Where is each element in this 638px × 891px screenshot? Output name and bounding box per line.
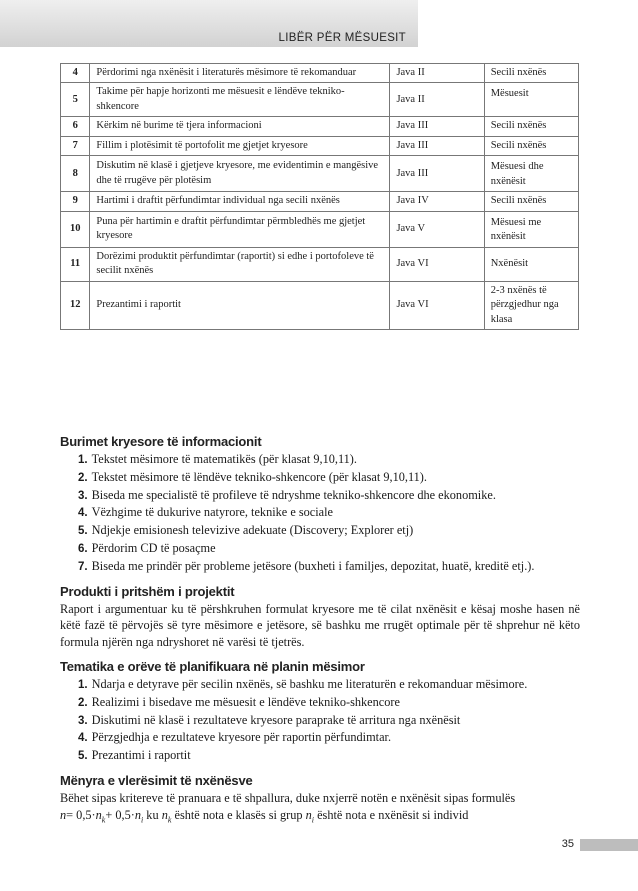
week-cell: Java VI <box>390 281 484 329</box>
week-cell: Java II <box>390 83 484 117</box>
row-number: 8 <box>61 156 90 192</box>
activity-cell: Puna për hartimin e draftit përfundimtar përmbledhës me gjetjet kryesore <box>90 211 390 247</box>
row-number: 11 <box>61 247 90 281</box>
list-item: 4. Përzgjedhja e rezultateve kryesore për raportin përfundimtar. <box>78 730 392 745</box>
responsible-cell: Nxënësit <box>484 247 578 281</box>
table-row <box>61 247 579 281</box>
row-number: 9 <box>61 192 90 211</box>
week-cell: Java III <box>390 136 484 155</box>
activity-cell: Kërkim në burime të tjera informacioni <box>90 117 390 136</box>
activity-cell: Hartimi i draftit përfundimtar individual nga secili nxënës <box>90 192 390 211</box>
row-number: 6 <box>61 117 90 136</box>
table-row <box>61 64 579 83</box>
activity-cell: Takime për hapje horizonti me mësuesit e lëndëve tekniko-shkencore <box>90 83 390 117</box>
responsible-cell: Mësuesit <box>484 83 578 117</box>
row-number: 10 <box>61 211 90 247</box>
page-content <box>60 432 580 829</box>
table-row <box>61 192 579 211</box>
evaluation-heading: Mënyra e vlerësimit të nxënësve <box>60 772 253 788</box>
table-row <box>61 83 579 117</box>
row-number: 5 <box>61 83 90 117</box>
table-row <box>61 117 579 136</box>
header-bar <box>0 0 418 47</box>
responsible-cell: Secili nxënës <box>484 117 578 136</box>
list-item: 3. Biseda me specialistë të profileve të ndryshme tekniko-shkencore dhe ekonomike. <box>78 487 496 502</box>
list-item: 4. Vëzhgime të dukurive natyrore, teknike e sociale <box>78 505 333 520</box>
table-row <box>61 281 579 329</box>
topics-list <box>60 676 580 765</box>
week-cell: Java VI <box>390 247 484 281</box>
sources-heading: Burimet kryesore të informacionit <box>60 434 262 449</box>
activity-cell: Dorëzimi produktit përfundimtar (raportit) si edhe i portofoleve të secilit nxënës <box>90 247 390 281</box>
responsible-cell: Secili nxënës <box>484 64 578 83</box>
table-row <box>61 136 579 155</box>
week-cell: Java III <box>390 156 484 192</box>
week-cell: Java IV <box>390 192 484 211</box>
list-item: 6. Përdorim CD të posaçme <box>78 540 216 555</box>
row-number: 4 <box>61 64 90 83</box>
row-number: 7 <box>61 136 90 155</box>
activity-cell: Fillim i plotësimit të portofolit me gjetjet kryesore <box>90 136 390 155</box>
list-item: 7. Biseda me prindër për probleme jetësore (buxheti i familjes, depozitat, huatë, kreditë etj.). <box>78 558 535 573</box>
running-header: LIBËR PËR MËSUESIT <box>278 32 406 44</box>
project-plan-table <box>60 63 579 330</box>
product-paragraph: Raport i argumentuar ku të përshkruhen formulat kryesore me të cilat nxënësit e kësaj moshe hasen në këtë fazë të përvojës së tyre mësimore e jetësore, së bashku me rrugët optimale për të shprehur në këto formula njërën nga ndryshoret në varësi të tjetrës. <box>60 601 580 650</box>
activity-cell: Diskutim në klasë i gjetjeve kryesore, me evidentimin e mangësive dhe të rrugëve për plotësim <box>90 156 390 192</box>
list-item: 5. Ndjekje emisionesh televizive adekuate (Discovery; Explorer etj) <box>78 523 414 538</box>
list-item: 3. Diskutimi në klasë i rezultateve kryesore paraprake të arritura nga nxënësit <box>78 712 461 727</box>
activity-cell: Përdorimi nga nxënësit i literaturës mësimore të rekomanduar <box>90 64 390 83</box>
row-number: 12 <box>61 281 90 329</box>
responsible-cell: Secili nxënës <box>484 136 578 155</box>
sources-list <box>60 451 580 576</box>
responsible-cell: 2-3 nxënës të përzgjedhur nga klasa <box>484 281 578 329</box>
evaluation-paragraph: Bëhet sipas kritereve të pranuara e të shpallura, duke nxjerrë notën e nxënësit sipas formulës <box>60 790 516 805</box>
week-cell: Java II <box>390 64 484 83</box>
list-item: 2. Tekstet mësimore të lëndëve tekniko-shkencore (për klasat 9,10,11). <box>78 469 427 484</box>
list-item: 1. Tekstet mësimore të matematikës (për klasat 9,10,11). <box>78 452 357 466</box>
topics-heading: Tematika e orëve të planifikuara në planin mësimor <box>60 658 365 674</box>
responsible-cell: Secili nxënës <box>484 192 578 211</box>
table-row <box>61 211 579 247</box>
week-cell: Java V <box>390 211 484 247</box>
evaluation-formula: $n= 0,5\cdot n_k+ 0,5\cdot n_i$ ku $n_k$ është nota e klasës si grup $n_i$ është nota e nxënësit si individ <box>60 807 469 825</box>
product-heading: Produkti i pritshëm i projektit <box>60 583 235 599</box>
activity-cell: Prezantimi i raportit <box>90 281 390 329</box>
week-cell: Java III <box>390 117 484 136</box>
table-row <box>61 156 579 192</box>
list-item: 5. Prezantimi i raportit <box>78 748 191 763</box>
footer-bar <box>580 839 638 851</box>
list-item: 1. Ndarja e detyrave për secilin nxënës, së bashku me literaturën e rekomanduar mësimore. <box>78 676 528 691</box>
list-item: 2. Realizimi i bisedave me mësuesit e lëndëve tekniko-shkencore <box>78 694 400 709</box>
responsible-cell: Mësuesi dhe nxënësit <box>484 156 578 192</box>
page-number: 35 <box>561 838 574 850</box>
responsible-cell: Mësuesi me nxënësit <box>484 211 578 247</box>
